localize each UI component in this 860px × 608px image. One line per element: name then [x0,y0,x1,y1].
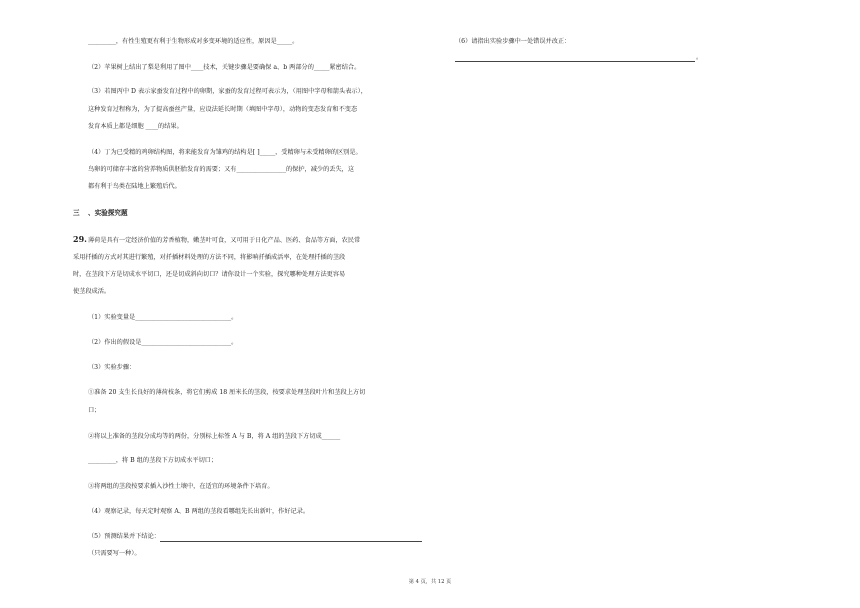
answer-blank-line [160,541,422,542]
question-29-line: 采用扦插的方式对其进行繁殖，对扦插材料处理的方法不同，将影响扦插成活率，在处理扦插的茎段 [73,254,346,261]
procedure-step-2: ②将以上准备的茎段分成均等的两份，分别标上标签 A 与 B，将 A 组的茎段下方切成______ [88,433,341,440]
step-prediction-note: （只需要写一种）。 [88,550,141,557]
question-3-line: 发育本质上都是细胞 ____的结果。 [88,123,183,130]
step-prediction: （5）预测结果并下结论： [88,533,160,540]
procedure-step-1: ①准备 20 支生长良好的薄荷枝条，将它们剪成 18 厘米长的茎段，按要求处理茎段叶片和茎段上方切 [88,389,366,396]
question-4-line: 鸟卵的可储存丰富的营养物质供胚胎发育的需要；又有________________的保护，减少的丢失，这 [88,166,355,173]
question-2: （2）苹果树上结出了梨是利用了图中____技术，关键步骤是要确保 a、b 两部分的_____紧密结合。 [88,64,361,71]
question-6: （6）请指出实验步骤中一处错误并改正： [455,38,571,45]
step-procedure-heading: （3）实验步骤： [88,364,136,371]
question-3-line: （3）若图丙中 D 表示家蚕发育过程中的卵期，家蚕的发育过程可表示为，（用图中字母和箭头表示）， [88,88,367,95]
procedure-step-2: _________，将 B 组的茎段下方切成水平切口； [88,457,218,464]
section-number: 三 [73,209,80,217]
question-6-end: 。 [696,54,703,61]
question-29-line: 薄荷是具有一定经济价值的芳香植物，嫩茎叶可食，又可用于日化产品、医药、食品等方面，农民常 [88,237,361,244]
step-variable: （1）实验变量是_______________________________。 [88,314,238,321]
procedure-step-3: ③将两组的茎段按要求插入沙性土壤中，在适宜的环境条件下培育。 [88,483,274,490]
section-title: 、实验探究题 [88,209,128,217]
step-observation: （4）观察记录，每天定时观察 A、B 两组的茎段看哪组先长出新叶，作好记录。 [88,508,310,515]
text-line: _________，有性生殖更有利于生物形成对多变环境的适应性，原因是_____。 [88,38,299,45]
page-footer: 第 4 页，共 12 页 [408,579,452,585]
step-hypothesis: （2）作出的假设是_____________________________。 [88,339,238,346]
question-29-line: 时，在茎段下方是切成水平切口，还是切成斜向切口？请你设计一个实验，探究哪种处理方法更容易 [73,271,346,278]
question-4-line: （4）丁为已受精的鸡卵结构图，将来能发育为雏鸡的结构是[ ]_____，受精卵与未受精卵的区别是。 [88,149,362,156]
question-29-line: 使茎段成活。 [73,288,111,295]
answer-blank-line [455,61,695,62]
question-29-number: 29. [73,234,87,244]
question-3-line: 这种发育过程称为，为了提高蚕丝产量，应设法延长时期（填图中字母），动物的变态发育和不变态 [88,106,358,113]
procedure-step-1: 口； [88,407,101,414]
question-4-line: 都有利于鸟类在陆地上繁殖后代。 [88,183,181,190]
